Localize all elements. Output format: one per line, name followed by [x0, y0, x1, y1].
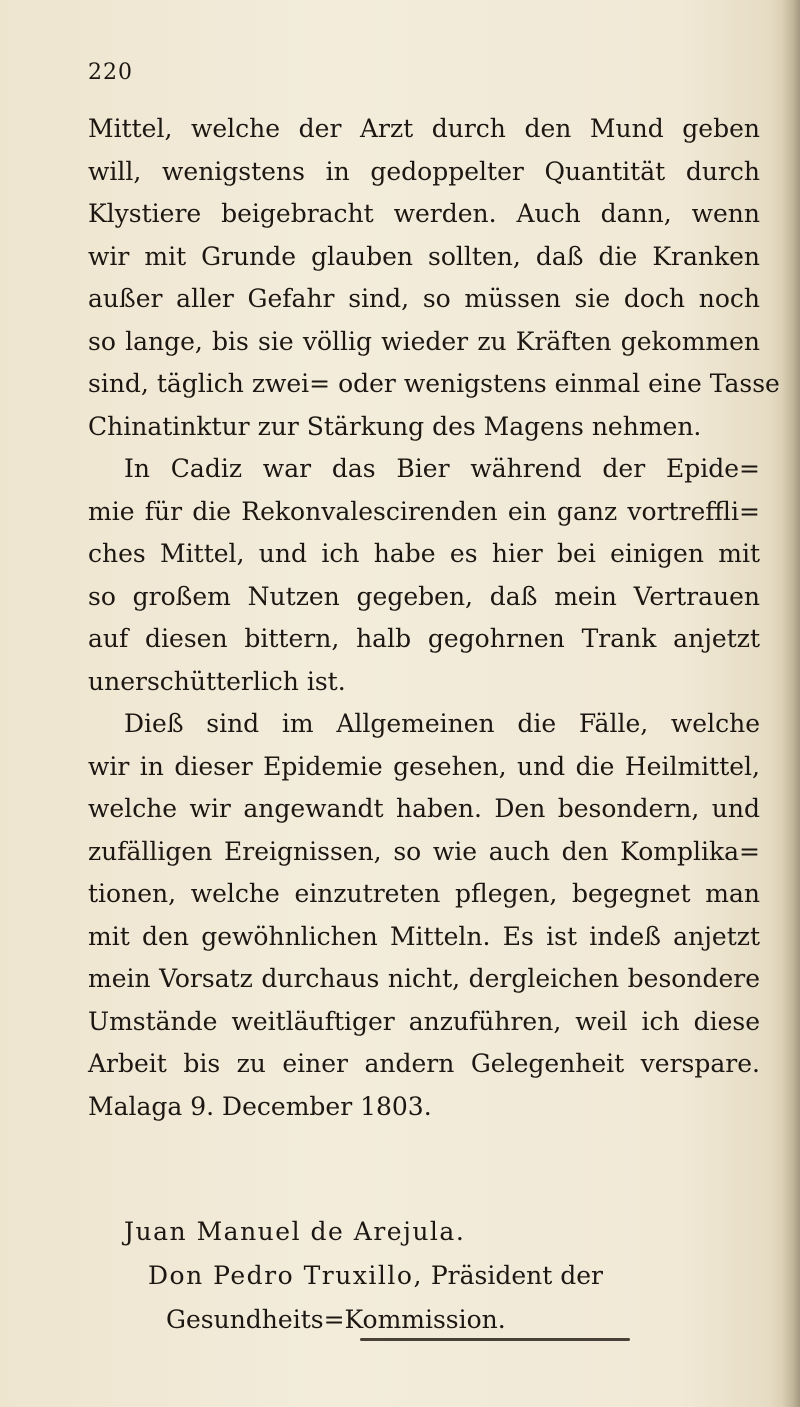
signatory-second-name: Don Pedro Truxillo, — [148, 1261, 423, 1290]
text-line: sind, täglich zwei= oder wenigstens einmal eine Tasse — [88, 369, 780, 398]
text-line: will, wenigstens in gedoppelter Quantität durch — [88, 156, 760, 186]
body-text — [88, 108, 780, 1128]
page-number: 220 — [88, 60, 133, 85]
signatory-name: Juan Manuel de Arejula. — [124, 1217, 466, 1246]
commission-title: Gesundheits=Kommission. — [166, 1305, 506, 1334]
closing-rule — [360, 1338, 630, 1341]
signatory-second-title: Präsident der — [430, 1261, 604, 1290]
text-line: zufälligen Ereignissen, so wie auch den Komplika= — [88, 836, 760, 866]
text-line: so großem Nutzen gegeben, daß mein Vertrauen — [88, 581, 760, 611]
text-line: welche wir angewandt haben. Den besondern, und — [88, 794, 760, 823]
text-line: auf diesen bittern, halb gegohrnen Trank anjetzt — [88, 624, 760, 653]
text-line: unerschütterlich ist. — [88, 666, 346, 696]
text-line: Chinatinktur zur Stärkung des Magens nehmen. — [88, 411, 702, 441]
text-line: ches Mittel, und ich habe es hier bei einigen mit — [88, 539, 760, 568]
text-line: Klystiere beigebracht werden. Auch dann, wenn — [88, 199, 760, 228]
text-line: Arbeit bis zu einer andern Gelegenheit verspare. — [88, 1049, 760, 1078]
date-line: Malaga 9. December 1803. — [88, 1091, 432, 1121]
text-line: tionen, welche einzutreten pflegen, begegnet man — [88, 879, 760, 908]
signature-block — [88, 1210, 760, 1342]
page-edge-shadow — [782, 0, 800, 1407]
text-line: außer aller Gefahr sind, so müssen sie doch noch — [88, 284, 760, 313]
text-line: mit den gewöhnlichen Mitteln. Es ist indeß anjetzt — [88, 921, 760, 951]
text-line: Umstände weitläuftiger anzuführen, weil ich diese — [88, 1006, 760, 1036]
text-line: mie für die Rekonvalescirenden ein ganz vortreffli= — [88, 496, 760, 526]
text-line: Mittel, welche der Arzt durch den Mund geben — [88, 114, 760, 143]
text-line: wir mit Grunde glauben sollten, daß die Kranken — [88, 241, 760, 271]
signatory-second — [88, 1254, 760, 1298]
text-line: wir in dieser Epidemie gesehen, und die Heilmittel, — [88, 751, 760, 781]
text-line: In Cadiz war das Bier während der Epide= — [124, 454, 760, 483]
text-line: Dieß sind im Allgemeinen die Fälle, welche — [124, 709, 760, 738]
text-line: so lange, bis sie völlig wieder zu Kräften gekommen — [88, 326, 760, 356]
text-line: mein Vorsatz durchaus nicht, dergleichen besondere — [88, 964, 760, 993]
